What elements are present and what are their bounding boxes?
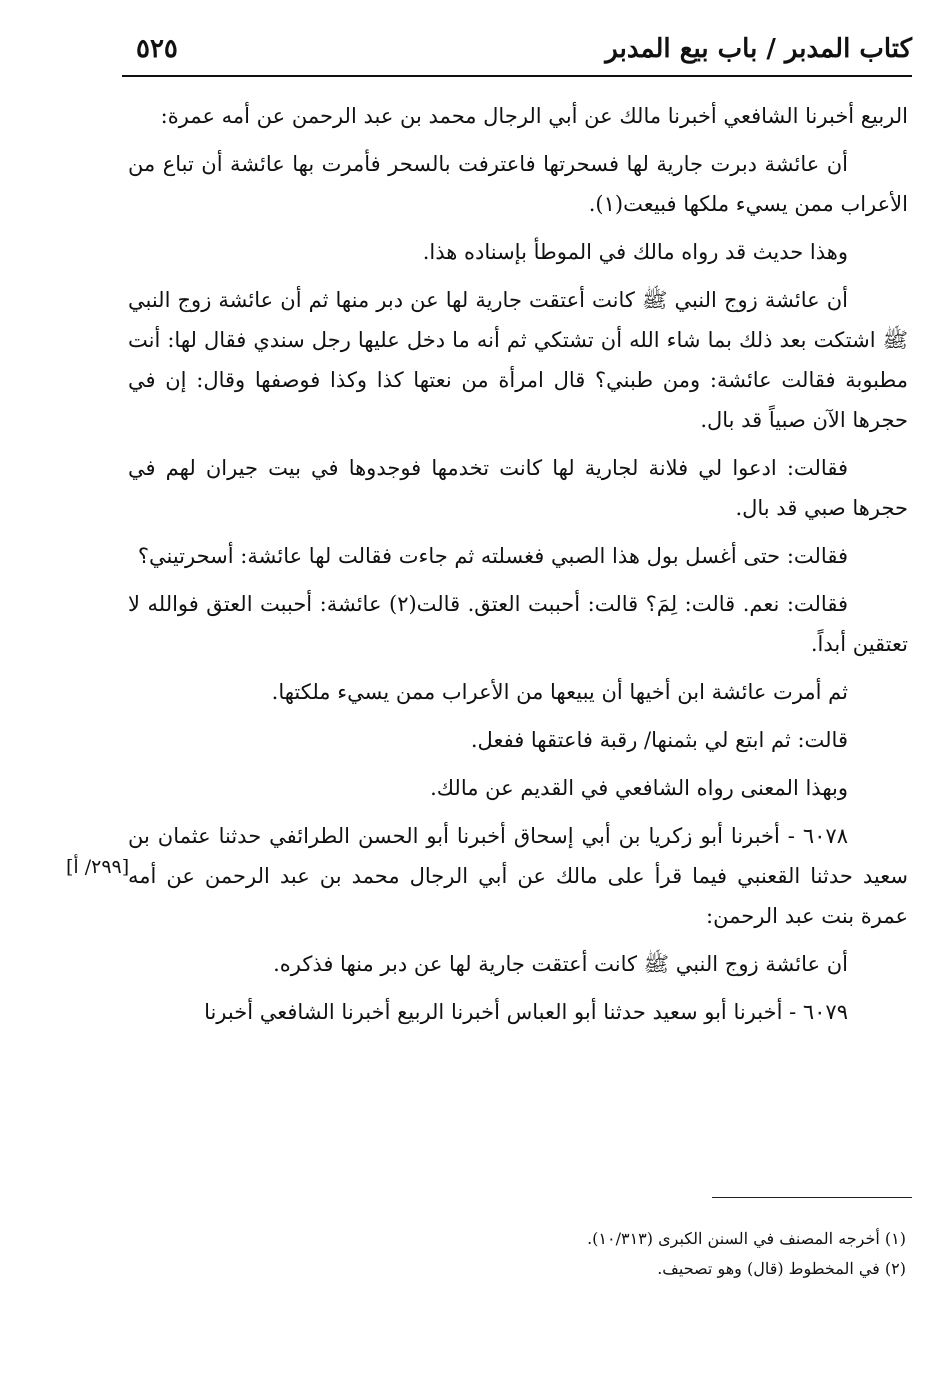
paragraph: ثم أمرت عائشة ابن أخيها أن يبيعها من الأعراب ممن يسيء ملكتها. <box>271 680 848 704</box>
paragraph: أن عائشة دبرت جارية لها فسحرتها فاعترفت بالسحر فأمرت بها عائشة أن تباع من الأعراب ممن يسيء ملكها فبيعت(١). <box>128 152 908 216</box>
paragraph: ٦٠٧٩ - أخبرنا أبو سعيد حدثنا أبو العباس أخبرنا الربيع أخبرنا الشافعي أخبرنا <box>204 1000 848 1024</box>
paragraph: وهذا حديث قد رواه مالك في الموطأ بإسناده هذا. <box>422 240 848 264</box>
main-text <box>128 96 908 1040</box>
paragraph: فقالت: حتى أغسل بول هذا الصبي فغسلته ثم جاءت فقالت لها عائشة: أسحرتيني؟ <box>137 544 848 568</box>
footnotes <box>400 1224 906 1284</box>
paragraph: أن عائشة زوج النبي ﷺ كانت أعتقت جارية لها عن دبر منها فذكره. <box>273 952 848 976</box>
page-header <box>122 30 912 74</box>
paragraph: قالت: ثم ابتع لي بثمنها/ رقبة فاعتقها ففعل. <box>470 728 848 752</box>
running-title: كتاب المدبر / باب بيع المدبر <box>605 34 912 64</box>
paragraph: فقالت: ادعوا لي فلانة لجارية لها كانت تخدمها فوجدوها في بيت جيران لهم في حجرها صبي قد بال. <box>128 456 908 520</box>
paragraph: وبهذا المعنى رواه الشافعي في القديم عن مالك. <box>430 776 848 800</box>
paragraph: الربيع أخبرنا الشافعي أخبرنا مالك عن أبي الرجال محمد بن عبد الرحمن عن أمه عمرة: <box>160 104 908 128</box>
manuscript-folio-reference: [٢٩٩/ أ] <box>66 856 130 878</box>
footnote-separator <box>712 1197 912 1198</box>
footnote: (٢) في المخطوط (قال) وهو تصحيف. <box>657 1259 906 1278</box>
footnote: (١) أخرجه المصنف في السنن الكبرى (١٠/٣١٣). <box>587 1229 906 1248</box>
header-rule <box>122 75 912 77</box>
paragraph: فقالت: نعم. قالت: لِمَ؟ قالت: أحببت العتق. قالت(٢) عائشة: أحببت العتق فوالله لا تعتقين أبداً. <box>128 592 908 656</box>
paragraph: ٦٠٧٨ - أخبرنا أبو زكريا بن أبي إسحاق أخبرنا أبو الحسن الطرائفي حدثنا عثمان بن سعيد حدثنا القعنبي فيما قرأ على مالك عن أبي الرجال محمد بن عبد الرحمن عن أمه عمرة بنت عبد الرحمن: <box>128 824 908 928</box>
paragraph: أن عائشة زوج النبي ﷺ كانت أعتقت جارية لها عن دبر منها ثم أن عائشة زوج النبي ﷺ اشتكت بعد ذلك بما شاء الله أن تشتكي ثم أنه ما دخل عليها رجل سندي فقال لها: أنت مطبوبة فقالت عائشة: ومن طبني؟ قال امرأة من نعتها كذا وكذا فوصفها وقال: إن في حجرها الآن صبياً قد بال. <box>128 288 908 432</box>
page-number: ٥٢٥ <box>136 34 178 64</box>
